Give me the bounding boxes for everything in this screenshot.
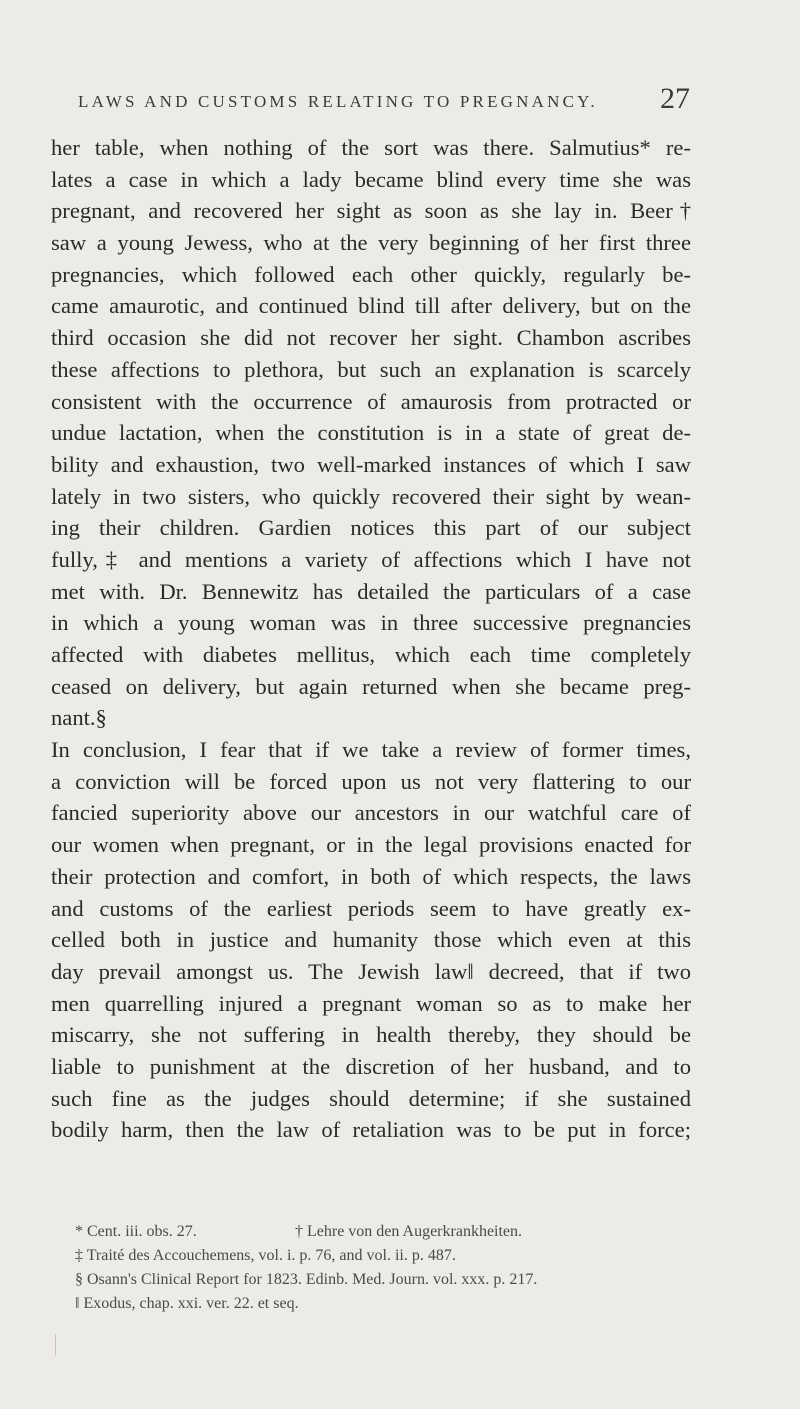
text-line: her table, when nothing of the sort was there. Salmutius* re- <box>51 135 691 160</box>
text-line: third occasion she did not recover her sight. Chambon ascribes <box>51 325 691 351</box>
paragraph-start: In conclusion, I fear that if we take a review of former times, <box>51 737 691 763</box>
footnotes <box>75 1220 715 1316</box>
text-line: men quarrelling injured a pregnant woman so as to make her <box>51 990 691 1016</box>
text-line: saw a young Jewess, who at the very beginning of her first three <box>51 230 691 256</box>
margin-rule <box>55 1334 56 1356</box>
footnote-dagger: † Lehre von den Augerkrankheiten. <box>295 1223 523 1240</box>
text-line: affected with diabetes mellitus, which each time completely <box>51 642 691 667</box>
text-line: celled both in justice and humanity those which even at this <box>51 927 691 953</box>
footnote-row <box>75 1220 715 1244</box>
text-line: consistent with the occurrence of amaurosis from protracted or <box>51 388 691 414</box>
text-line: such fine as the judges should determine; if she sustained <box>51 1085 691 1111</box>
page-number: 27 <box>660 82 690 115</box>
text-line: a conviction will be forced upon us not very flattering to our <box>51 768 691 794</box>
text-line: lates a case in which a lady became blind every time she was <box>51 166 691 192</box>
footnote-star: * Cent. iii. obs. 27. <box>75 1223 197 1240</box>
text-line: bility and exhaustion, two well-marked instances of which I saw <box>51 451 691 477</box>
text-line: pregnant, and recovered her sight as soon as she lay in. Beer† <box>51 198 691 224</box>
body-text <box>51 132 691 1146</box>
running-head <box>78 82 690 118</box>
text-line: fully,‡ and mentions a variety of affections which I have not <box>51 546 691 572</box>
text-line: miscarry, she not suffering in health thereby, they should be <box>51 1022 691 1048</box>
text-line: pregnancies, which followed each other quickly, regularly be- <box>51 261 691 287</box>
running-title: LAWS AND CUSTOMS RELATING TO PREGNANCY. <box>78 92 598 111</box>
text-line: day prevail amongst us. The Jewish law‖ decreed, that if two <box>51 958 691 984</box>
text-line: bodily harm, then the law of retaliation was to be put in force; <box>51 1117 691 1143</box>
text-line: ing their children. Gardien notices this part of our subject <box>51 515 691 541</box>
text-line: undue lactation, when the constitution is in a state of great de- <box>51 420 691 446</box>
footnote-section: § Osann's Clinical Report for 1823. Edinb. Med. Journ. vol. xxx. p. 217. <box>75 1271 538 1288</box>
text-line: our women when pregnant, or in the legal provisions enacted for <box>51 832 691 858</box>
text-line: fancied superiority above our ancestors in our watchful care of <box>51 800 691 826</box>
text-line: ceased on delivery, but again returned when she became preg- <box>51 673 691 699</box>
footnote-parallel: ‖ Exodus, chap. xxi. ver. 22. et seq. <box>75 1295 299 1312</box>
text-line: these affections to plethora, but such an explanation is scarcely <box>51 356 691 382</box>
text-line: lately in two sisters, who quickly recovered their sight by wean- <box>51 483 691 509</box>
footnote-ddagger: ‡ Traité des Accouchemens, vol. i. p. 76, and vol. ii. p. 487. <box>75 1247 456 1264</box>
text-line: nant.§ <box>51 705 107 731</box>
text-line: in which a young woman was in three successive pregnancies <box>51 610 691 636</box>
text-line: came amaurotic, and continued blind till after delivery, but on the <box>51 293 691 319</box>
text-line: liable to punishment at the discretion of her husband, and to <box>51 1053 691 1079</box>
text-line: their protection and comfort, in both of which respects, the laws <box>51 863 691 889</box>
text-line: met with. Dr. Bennewitz has detailed the particulars of a case <box>51 578 691 604</box>
text-line: and customs of the earliest periods seem to have greatly ex- <box>51 895 691 921</box>
